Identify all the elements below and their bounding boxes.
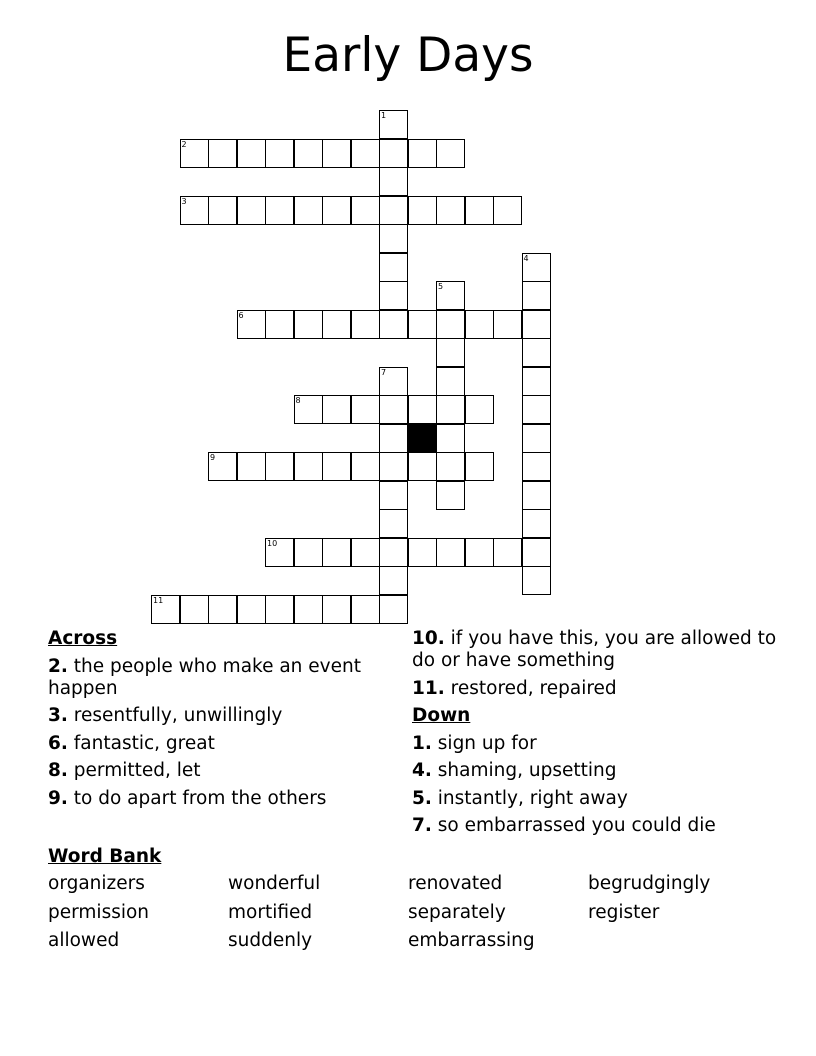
grid-cell[interactable] xyxy=(379,196,408,225)
clue xyxy=(412,760,782,782)
grid-cell[interactable] xyxy=(436,395,465,424)
grid-cell[interactable] xyxy=(379,566,408,595)
grid-cell[interactable] xyxy=(379,253,408,282)
grid-cell[interactable] xyxy=(408,310,437,339)
grid-cell[interactable] xyxy=(294,139,323,168)
clue-number: 4 xyxy=(523,253,529,263)
word-bank-word: permission xyxy=(48,901,150,923)
grid-cell[interactable] xyxy=(379,281,408,310)
grid-cell[interactable] xyxy=(522,338,551,367)
grid-cell[interactable] xyxy=(408,452,437,481)
grid-cell[interactable] xyxy=(208,452,237,481)
grid-cell[interactable] xyxy=(522,538,551,567)
clue-text: to do apart from the others xyxy=(67,787,327,809)
clues-right-column xyxy=(412,628,782,843)
grid-cell[interactable] xyxy=(322,595,351,624)
across-clue-list-continued xyxy=(412,628,782,700)
word-bank-heading: Word Bank xyxy=(48,846,162,867)
grid-cell[interactable] xyxy=(493,310,522,339)
grid-cell[interactable] xyxy=(379,424,408,453)
clue-text: restored, repaired xyxy=(444,677,617,699)
grid-cell[interactable] xyxy=(322,310,351,339)
grid-cell[interactable] xyxy=(151,595,180,624)
clue-text: permitted, let xyxy=(67,760,201,781)
grid-cell[interactable] xyxy=(379,538,408,567)
grid-cell[interactable] xyxy=(436,310,465,339)
grid-cell[interactable] xyxy=(522,481,551,510)
grid-cell[interactable] xyxy=(265,196,294,225)
grid-cell[interactable] xyxy=(522,566,551,595)
clue-number-label: 4. xyxy=(412,760,432,781)
grid-cell[interactable] xyxy=(351,139,380,168)
grid-cell[interactable] xyxy=(294,595,323,624)
clue xyxy=(48,788,378,810)
grid-cell[interactable] xyxy=(265,538,294,567)
clue-text: fantastic, great xyxy=(67,732,215,754)
clue-number-label: 5. xyxy=(412,787,432,809)
clue-text: resentfully, unwillingly xyxy=(67,705,283,726)
grid-cell[interactable] xyxy=(436,139,465,168)
black-cell xyxy=(408,424,437,453)
grid-cell[interactable] xyxy=(379,367,408,396)
grid-cell[interactable] xyxy=(265,452,294,481)
clue-number-label: 6. xyxy=(48,732,68,754)
clue-number-label: 2. xyxy=(48,655,68,677)
clue-number: 7 xyxy=(381,367,387,377)
grid-cell[interactable] xyxy=(180,139,209,168)
clues-left-column xyxy=(48,628,378,815)
grid-cell[interactable] xyxy=(265,139,294,168)
clue xyxy=(48,733,378,755)
grid-cell[interactable] xyxy=(436,367,465,396)
grid-cell[interactable] xyxy=(208,196,237,225)
clue xyxy=(412,733,782,755)
grid-cell[interactable] xyxy=(436,196,465,225)
grid-cell[interactable] xyxy=(294,452,323,481)
grid-cell[interactable] xyxy=(522,281,551,310)
word-bank-word: register xyxy=(588,901,660,923)
clue-number: 10 xyxy=(267,538,278,548)
grid-cell[interactable] xyxy=(379,595,408,624)
down-heading: Down xyxy=(412,705,471,726)
puzzle-title: Early Days xyxy=(282,28,534,83)
grid-cell[interactable] xyxy=(237,452,266,481)
grid-cell[interactable] xyxy=(237,310,266,339)
grid-cell[interactable] xyxy=(294,395,323,424)
grid-cell[interactable] xyxy=(294,310,323,339)
word-bank-word: allowed xyxy=(48,930,120,951)
grid-cell[interactable] xyxy=(351,595,380,624)
grid-cell[interactable] xyxy=(436,481,465,510)
grid-cell[interactable] xyxy=(408,538,437,567)
grid-cell[interactable] xyxy=(436,338,465,367)
across-section xyxy=(48,628,378,650)
grid-cell[interactable] xyxy=(322,538,351,567)
grid-cell[interactable] xyxy=(522,395,551,424)
clue-text: so embarrassed you could die xyxy=(431,815,716,836)
grid-cell[interactable] xyxy=(379,452,408,481)
clue-number: 5 xyxy=(438,282,444,291)
grid-cell[interactable] xyxy=(379,167,408,196)
grid-cell[interactable] xyxy=(294,538,323,567)
across-heading: Across xyxy=(48,628,118,649)
grid-cell[interactable] xyxy=(379,509,408,538)
grid-cell[interactable] xyxy=(465,196,494,225)
grid-cell[interactable] xyxy=(465,310,494,339)
grid-cell[interactable] xyxy=(180,196,209,225)
clue-number-label: 7. xyxy=(412,815,432,836)
clue xyxy=(48,656,378,700)
clue xyxy=(412,815,782,837)
grid-cell[interactable] xyxy=(436,538,465,567)
grid-cell[interactable] xyxy=(465,538,494,567)
grid-cell[interactable] xyxy=(379,224,408,253)
clue-text: sign up for xyxy=(431,732,537,754)
clue-number: 11 xyxy=(153,595,164,605)
clue-number-label: 8. xyxy=(48,760,68,781)
grid-cell[interactable] xyxy=(408,139,437,168)
grid-cell[interactable] xyxy=(522,367,551,396)
grid-cell[interactable] xyxy=(237,595,266,624)
grid-cell[interactable] xyxy=(408,196,437,225)
grid-cell[interactable] xyxy=(237,139,266,168)
grid-cell[interactable] xyxy=(465,395,494,424)
grid-cell[interactable] xyxy=(265,310,294,339)
grid-cell[interactable] xyxy=(493,538,522,567)
clue-text: shaming, upsetting xyxy=(431,760,617,781)
clue-number-label: 11. xyxy=(412,677,445,699)
grid-cell[interactable] xyxy=(351,538,380,567)
clue-number: 6 xyxy=(238,310,244,320)
word-bank-word: embarrassing xyxy=(408,930,535,951)
grid-cell[interactable] xyxy=(522,253,551,282)
grid-cell[interactable] xyxy=(379,110,408,139)
clue-text: the people who make an event happen xyxy=(48,655,361,699)
word-bank-word: separately xyxy=(408,901,506,923)
grid-cell[interactable] xyxy=(522,310,551,339)
word-bank-word: renovated xyxy=(408,873,503,894)
grid-cell[interactable] xyxy=(180,595,209,624)
grid-cell[interactable] xyxy=(465,452,494,481)
clue-number: 1 xyxy=(381,111,387,120)
grid-cell[interactable] xyxy=(322,452,351,481)
clue-text: if you have this, you are allowed to do or have something xyxy=(412,628,777,671)
grid-cell[interactable] xyxy=(237,196,266,225)
word-bank-word: mortified xyxy=(228,901,313,923)
down-clue-list xyxy=(412,733,782,838)
grid-cell[interactable] xyxy=(436,281,465,310)
clue-number-label: 3. xyxy=(48,705,68,726)
clue xyxy=(48,760,378,782)
clue-number-label: 1. xyxy=(412,732,432,754)
grid-cell[interactable] xyxy=(351,452,380,481)
clue-number: 2 xyxy=(181,139,187,149)
grid-cell[interactable] xyxy=(322,196,351,225)
grid-cell[interactable] xyxy=(351,196,380,225)
clue-number: 3 xyxy=(181,196,187,206)
grid-cell[interactable] xyxy=(379,310,408,339)
grid-cell[interactable] xyxy=(322,395,351,424)
clue xyxy=(412,788,782,810)
clue-number: 8 xyxy=(295,396,301,405)
grid-cell[interactable] xyxy=(379,395,408,424)
grid-cell[interactable] xyxy=(351,395,380,424)
grid-cell[interactable] xyxy=(522,452,551,481)
clue xyxy=(412,678,782,700)
grid-cell[interactable] xyxy=(436,424,465,453)
grid-cell[interactable] xyxy=(265,595,294,624)
grid-cell[interactable] xyxy=(522,424,551,453)
word-bank xyxy=(48,873,788,953)
clue-text: instantly, right away xyxy=(431,787,628,809)
clue-number: 9 xyxy=(210,453,216,462)
clue-number-label: 10. xyxy=(412,628,445,649)
grid-cell[interactable] xyxy=(351,310,380,339)
grid-cell[interactable] xyxy=(379,481,408,510)
word-bank-word: begrudgingly xyxy=(588,873,711,894)
grid-cell[interactable] xyxy=(493,196,522,225)
grid-cell[interactable] xyxy=(322,139,351,168)
word-bank-word: wonderful xyxy=(228,873,321,894)
across-clue-list xyxy=(48,656,378,810)
word-bank-word: suddenly xyxy=(228,930,313,951)
grid-cell[interactable] xyxy=(208,139,237,168)
clue xyxy=(48,705,378,727)
grid-cell[interactable] xyxy=(208,595,237,624)
grid-cell[interactable] xyxy=(522,509,551,538)
grid-cell[interactable] xyxy=(408,395,437,424)
grid-cell[interactable] xyxy=(294,196,323,225)
grid-cell[interactable] xyxy=(436,452,465,481)
clue-number-label: 9. xyxy=(48,787,68,809)
grid-cell[interactable] xyxy=(379,139,408,168)
clue xyxy=(412,628,782,672)
word-bank-word: organizers xyxy=(48,873,145,894)
down-section xyxy=(412,705,782,727)
